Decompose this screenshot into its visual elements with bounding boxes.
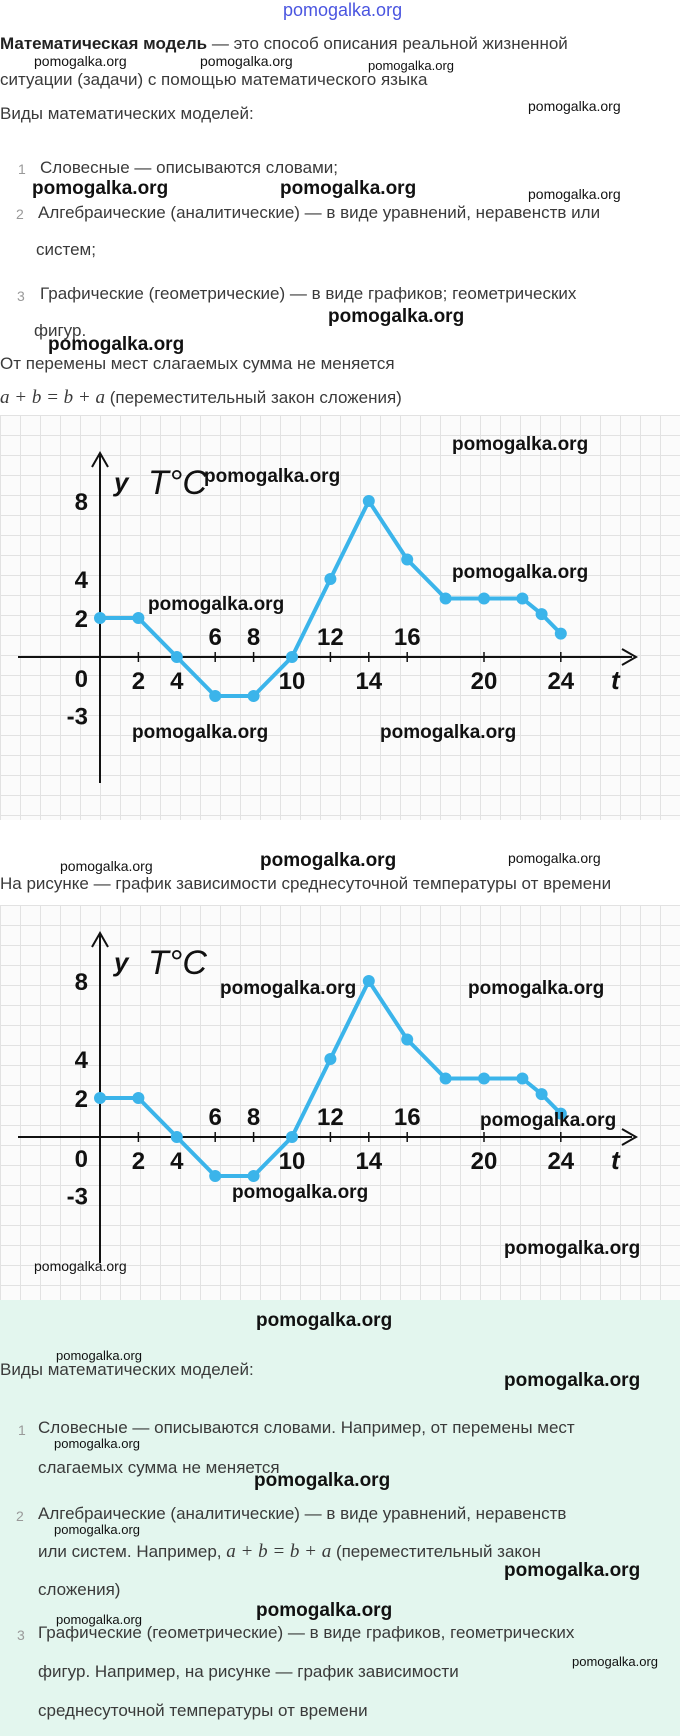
data-point (286, 651, 298, 663)
watermark: pomogalka.org (528, 186, 621, 202)
y-axis-unit: T°C (148, 944, 207, 982)
list-item-continuation: систем; (36, 240, 96, 259)
list-item-continuation: сложения) (38, 1580, 121, 1599)
header-watermark[interactable]: pomogalka.org (283, 0, 403, 20)
watermark: pomogalka.org (54, 1436, 140, 1451)
list-number: 3 (17, 288, 25, 304)
list-item: Словесные — описываются словами; (40, 158, 338, 177)
data-point (516, 593, 528, 605)
watermark: pomogalka.org (220, 978, 357, 999)
watermark: pomogalka.org (504, 1370, 641, 1391)
formula: a + b = b + a (0, 387, 105, 408)
y-axis-unit: T°C (148, 464, 207, 502)
list-item: Графические (геометрические) — в виде графиков, геометрических (38, 1623, 575, 1642)
data-point (248, 1170, 260, 1182)
x-tick-label: 14 (355, 1148, 383, 1175)
list-item-continuation: слагаемых сумма не меняется (38, 1458, 280, 1477)
y-tick-label: 0 (74, 1146, 88, 1173)
x-axis-letter: t (611, 665, 620, 695)
watermark: pomogalka.org (232, 1182, 369, 1203)
data-point (171, 651, 183, 663)
watermark: pomogalka.org (34, 53, 127, 69)
data-point (401, 1034, 413, 1046)
data-point (324, 573, 336, 585)
data-point (209, 690, 221, 702)
y-axis-letter: y (114, 947, 129, 977)
y-tick-label: 2 (74, 606, 88, 633)
data-point (536, 608, 548, 620)
data-point (286, 1131, 298, 1143)
formula: a + b = b + a (226, 1541, 332, 1562)
list-number: 2 (16, 206, 24, 222)
watermark: pomogalka.org (132, 722, 269, 743)
commutative-text: От перемены мест слагаемых сумма не меняется (0, 354, 395, 373)
data-point (94, 1092, 106, 1104)
temperature-line (100, 981, 561, 1176)
definition-line-1 (0, 34, 568, 54)
x-tick-label: 16 (393, 624, 421, 651)
data-point (440, 593, 452, 605)
x-tick-label: 10 (278, 668, 306, 695)
data-point (171, 1131, 183, 1143)
y-tick-label: 4 (74, 567, 88, 594)
x-tick-label: 20 (470, 1148, 498, 1175)
x-tick-label: 24 (547, 668, 575, 695)
data-point (401, 554, 413, 566)
watermark: pomogalka.org (60, 858, 153, 874)
watermark: pomogalka.org (380, 722, 517, 743)
watermark: pomogalka.org (260, 850, 397, 871)
x-tick-label: 4 (170, 668, 184, 695)
list-number: 3 (17, 1627, 25, 1643)
x-tick-label: 10 (278, 1148, 306, 1175)
y-tick-label: 2 (74, 1086, 88, 1113)
definition-term: Математическая модель (0, 34, 208, 53)
data-point (536, 1088, 548, 1100)
data-point (555, 628, 567, 640)
y-tick-label: 4 (74, 1047, 88, 1074)
watermark: pomogalka.org (572, 1654, 658, 1669)
list-number: 2 (16, 1508, 24, 1524)
models-heading: Виды математических моделей: (0, 104, 254, 123)
definition-text: — это способ описания реальной жизненной (207, 34, 568, 53)
data-point (516, 1073, 528, 1085)
watermark: pomogalka.org (368, 58, 454, 73)
watermark: pomogalka.org (54, 1522, 140, 1537)
list-item-continuation (38, 1541, 541, 1563)
x-tick-label: 8 (246, 624, 261, 651)
y-tick-label: -3 (66, 703, 88, 731)
data-point (324, 1053, 336, 1065)
y-tick-label: -3 (66, 1183, 88, 1211)
watermark: pomogalka.org (200, 53, 293, 69)
text-fragment: или систем. Например, (38, 1542, 227, 1561)
formula-line (0, 387, 402, 409)
watermark: pomogalka.org (34, 1258, 127, 1274)
watermark: pomogalka.org (508, 850, 601, 866)
y-axis-letter: y (114, 467, 129, 497)
data-point (209, 1170, 221, 1182)
x-tick-label: 20 (470, 668, 498, 695)
data-point (478, 1073, 490, 1085)
data-point (440, 1073, 452, 1085)
watermark: pomogalka.org (56, 1348, 142, 1363)
watermark: pomogalka.org (32, 178, 169, 199)
data-point (363, 975, 375, 987)
definition-line-2: ситуации (задачи) с помощью математического языка (0, 70, 428, 89)
watermark: pomogalka.org (254, 1470, 391, 1491)
list-number: 1 (18, 161, 26, 177)
x-tick-label: 8 (246, 1104, 261, 1131)
watermark: pomogalka.org (528, 98, 621, 114)
x-tick-label: 12 (317, 624, 344, 651)
x-tick-label: 2 (131, 1148, 146, 1175)
watermark: pomogalka.org (256, 1310, 393, 1331)
list-item: Графические (геометрические) — в виде графиков; геометрических (40, 284, 577, 303)
data-point (363, 495, 375, 507)
x-tick-label: 14 (355, 668, 383, 695)
list-item-continuation: фигур. (34, 321, 87, 340)
watermark: pomogalka.org (452, 434, 589, 455)
watermark: pomogalka.org (48, 334, 185, 355)
watermark: pomogalka.org (204, 466, 341, 487)
x-tick-label: 24 (547, 1148, 575, 1175)
x-tick-label: 12 (317, 1104, 344, 1131)
watermark: pomogalka.org (148, 594, 285, 615)
y-tick-label: 8 (74, 489, 88, 516)
formula-note: (переместительный закон сложения) (109, 388, 402, 407)
data-point (478, 593, 490, 605)
watermark: pomogalka.org (328, 306, 465, 327)
summary-heading: Виды математических моделей: (0, 1360, 254, 1379)
list-item-continuation: среднесуточной температуры от времени (38, 1701, 368, 1720)
y-tick-label: 8 (74, 969, 88, 996)
x-axis-letter: t (611, 1145, 620, 1175)
x-tick-label: 6 (208, 1104, 222, 1131)
list-item: Алгебраические (аналитические) — в виде уравнений, неравенств или (38, 203, 601, 222)
x-tick-label: 4 (170, 1148, 184, 1175)
data-point (132, 612, 144, 624)
watermark: pomogalka.org (480, 1110, 617, 1131)
data-point (248, 690, 260, 702)
watermark: pomogalka.org (56, 1612, 142, 1627)
list-item: Алгебраические (аналитические) — в виде уравнений, неравенств (38, 1504, 567, 1523)
y-tick-label: 0 (74, 666, 88, 693)
watermark: pomogalka.org (504, 1238, 641, 1259)
watermark: pomogalka.org (256, 1600, 393, 1621)
list-item-continuation: фигур. Например, на рисунке — график зависимости (38, 1662, 459, 1681)
x-tick-label: 6 (208, 624, 222, 651)
data-point (94, 612, 106, 624)
figure-caption: На рисунке — график зависимости среднесуточной температуры от времени (0, 874, 612, 893)
watermark: pomogalka.org (468, 978, 605, 999)
data-point (132, 1092, 144, 1104)
x-tick-label: 2 (131, 668, 146, 695)
watermark: pomogalka.org (452, 562, 589, 583)
watermark: pomogalka.org (280, 178, 417, 199)
list-item: Словесные — описываются словами. Например, от перемены мест (38, 1418, 575, 1437)
list-number: 1 (18, 1422, 26, 1438)
x-tick-label: 16 (393, 1104, 421, 1131)
text-fragment: (переместительный закон (331, 1542, 541, 1561)
watermark: pomogalka.org (504, 1560, 641, 1581)
